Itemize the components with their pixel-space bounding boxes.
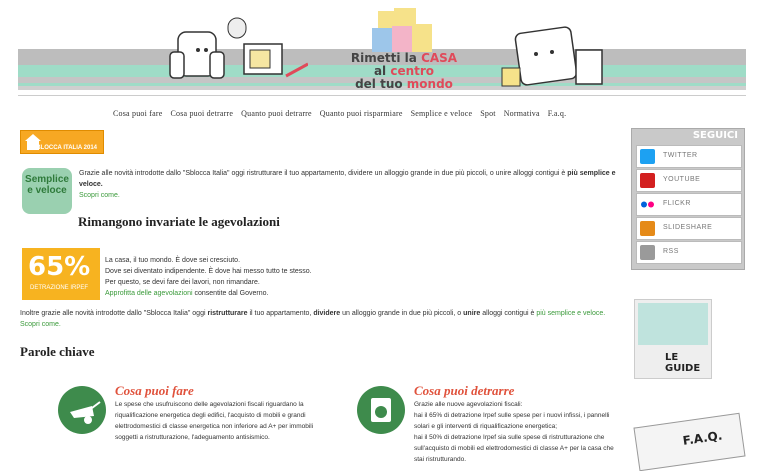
nav-item-cosa-puoi-fare[interactable]: Cosa puoi fare — [113, 109, 163, 118]
nav-item-cosa-puoi-detrarre[interactable]: Cosa puoi detrarre — [170, 109, 234, 118]
sblocca-unire: unire — [463, 310, 481, 317]
sblocca-ristrutturare: ristrutturare — [207, 310, 248, 317]
casa-paragraph — [105, 255, 365, 299]
sblocca-text-g: alloggi contigui è — [480, 310, 537, 317]
twitter-label: TWITTER — [663, 152, 698, 159]
detrarre-line-3: hai il 50% di detrazione Irpef sia sulle spese di ristrutturazione che sull'acquisto di mobili ed elettrodomestici di classe A+ per la casa che stai ristrutturando. — [414, 434, 614, 463]
nav-item-semplice-e-veloce[interactable]: Semplice e veloce — [410, 109, 473, 118]
sblocca-paragraph — [20, 308, 620, 330]
follow-header: SEGUICI — [692, 130, 738, 141]
cosa-puoi-fare-text: Le spese che usufruiscono delle agevolazioni fiscali riguardano la riqualificazione energetica degli edifici, l'acquisto di mobili e grandi elettrodomestici di classe energetica non inferiore ad A+ per immobili soggetti a ristrutturazione, l'adeguamento antisismico. — [115, 401, 314, 441]
faq-label: F.A.Q. — [681, 428, 724, 448]
flickr-button[interactable] — [636, 193, 742, 216]
washing-machine-icon[interactable] — [357, 386, 405, 434]
semplice-veloce-badge[interactable] — [22, 168, 72, 214]
cosa-puoi-fare-title[interactable]: Cosa puoi fare — [115, 383, 194, 398]
youtube-icon — [640, 173, 655, 188]
le-guide-card[interactable] — [634, 299, 712, 379]
detrazione-65-badge[interactable] — [22, 248, 100, 300]
wheelbarrow-icon[interactable] — [58, 386, 106, 434]
follow-panel — [631, 128, 745, 270]
casa-line-1: La casa, il tuo mondo. È dove sei cresciuto. — [105, 257, 241, 264]
sblocca-text-a: Inoltre grazie alle novità introdotte dallo "Sblocca Italia" oggi — [20, 310, 208, 317]
header-banner — [18, 0, 746, 100]
percent-caption: DETRAZIONE IRPEF — [30, 285, 89, 291]
sblocca-text-e: un alloggio grande in due più piccoli, o — [340, 310, 464, 317]
nav-item-faq[interactable]: F.a.q. — [547, 109, 567, 118]
casa-line-4-rest: consentite dal Governo. — [192, 290, 269, 297]
slideshare-label: SLIDESHARE — [663, 224, 713, 231]
nav-item-spot[interactable]: Spot — [480, 109, 496, 118]
casa-line-3: Per questo, se devi fare dei lavori, non rimandare. — [105, 279, 260, 286]
nav-item-quanto-puoi-detrarre[interactable]: Quanto puoi detrarre — [241, 109, 312, 118]
paint-blocks-illustration — [358, 6, 448, 56]
sblocca-italia-label: SBLOCCA ITALIA 2014 — [32, 145, 97, 151]
youtube-label: YOUTUBE — [663, 176, 701, 183]
appliance-illustration — [496, 20, 616, 94]
detrarre-line-2: hai il 65% di detrazione Irpef sulle spese per i nuovi infissi, i pannelli solari e gli interventi di riqualificazione energetica; — [414, 412, 610, 430]
intro-paragraph — [79, 168, 619, 201]
rss-icon — [640, 245, 655, 260]
slideshare-button[interactable] — [636, 217, 742, 240]
flickr-icon — [640, 197, 655, 212]
scopri-come-link[interactable]: Scopri come. — [79, 192, 120, 199]
sblocca-text-c: il tuo appartamento, — [247, 310, 314, 317]
youtube-button[interactable] — [636, 169, 742, 192]
nav-item-normativa[interactable]: Normativa — [503, 109, 540, 118]
rss-button[interactable] — [636, 241, 742, 264]
banner-title: Rimetti la CASA al centro del tuo mondo — [350, 51, 458, 91]
slideshare-icon — [640, 221, 655, 236]
agevolazioni-link[interactable]: Approfitta delle agevolazioni — [105, 290, 193, 297]
flickr-label: FLICKR — [663, 200, 691, 207]
detrarre-line-1: Grazie alle nuove agevolazioni fiscali: — [414, 401, 523, 408]
veloce-label: e veloce — [27, 185, 67, 196]
armchair-illustration — [158, 14, 308, 92]
cosa-puoi-detrarre-title[interactable]: Cosa puoi detrarre — [414, 383, 515, 398]
twitter-button[interactable] — [636, 145, 742, 168]
faq-card[interactable] — [633, 413, 745, 471]
intro-text: Grazie alle novità introdotte dallo "Sblocca Italia" oggi ristrutturare il tuo appartamento, dividere un alloggio grande in due più piccoli, o unire alloggi contigui è — [79, 170, 566, 177]
guide-thumbnail — [638, 303, 708, 345]
percent-value: 65% — [28, 252, 91, 282]
agevolazioni-heading: Rimangono invariate le agevolazioni — [78, 214, 280, 229]
nav-item-quanto-puoi-risparmiare[interactable]: Quanto puoi risparmiare — [319, 109, 403, 118]
main-nav — [113, 109, 572, 118]
twitter-icon — [640, 149, 655, 164]
sblocca-dividere: dividere — [313, 310, 341, 317]
rss-label: RSS — [663, 248, 679, 255]
sblocca-italia-badge[interactable] — [20, 130, 104, 154]
le-guide-label: LE GUIDE — [665, 352, 701, 374]
intro-bold: più semplice e veloce. — [79, 170, 616, 188]
casa-line-2: Dove sei diventato indipendente. È dove hai messo tutto te stesso. — [105, 268, 312, 275]
cosa-puoi-detrarre-text — [414, 399, 622, 465]
parole-chiave-heading: Parole chiave — [20, 344, 95, 359]
semplice-veloce-link[interactable]: più semplice e veloce. Scopri come. — [20, 310, 606, 328]
semplice-label: Semplice — [25, 174, 69, 185]
